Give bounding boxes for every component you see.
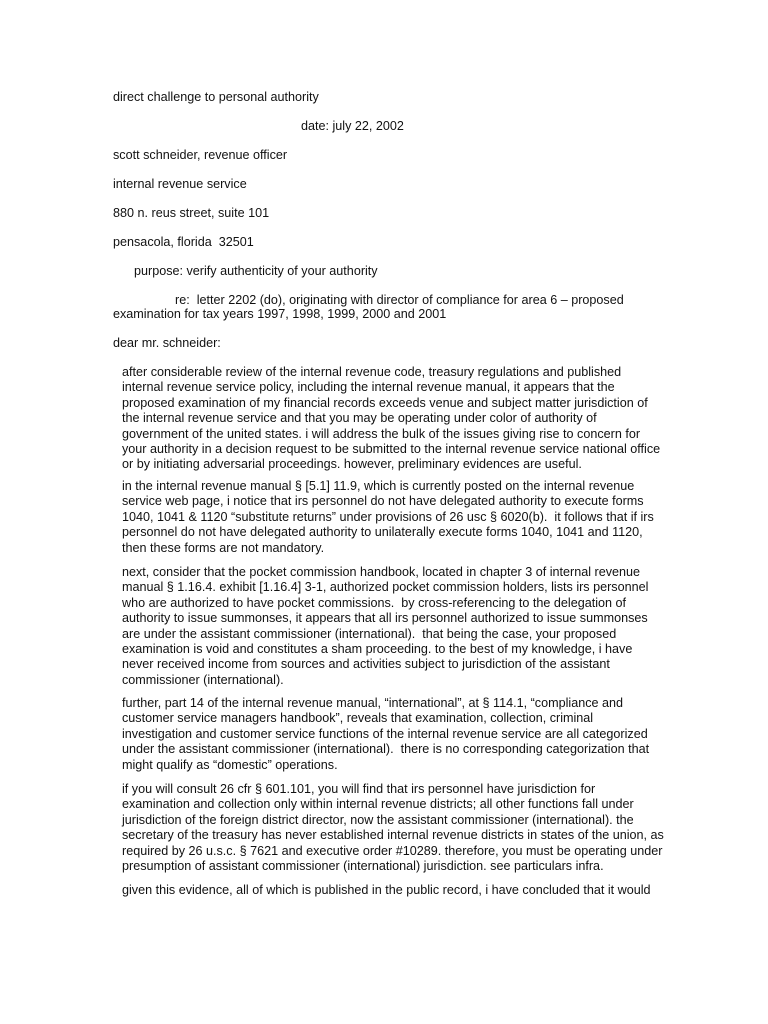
paragraph-1-line: proposed examination of my financial records exceeds venue and subject matter jurisdiction of [122, 395, 648, 410]
paragraph-3-line: never received income from sources and activities subject to jurisdiction of the assistant [122, 657, 610, 672]
letter-purpose: purpose: verify authenticity of your authority [134, 264, 378, 278]
paragraph-5 [113, 782, 664, 874]
paragraph-5-line: jurisdiction of the foreign district director, now the assistant commissioner (international). the [122, 812, 634, 827]
paragraph-4-line: under the assistant commissioner (international). there is no corresponding categorization that [122, 742, 650, 757]
paragraph-2 [113, 479, 653, 556]
paragraph-5-line: secretary of the treasury has never established internal revenue districts in states of the union, as [122, 828, 664, 843]
paragraph-2-line: then these forms are not mandatory. [122, 540, 325, 555]
paragraph-4-line: further, part 14 of the internal revenue manual, “international”, at § 114.1, “compliance and [122, 696, 624, 710]
paragraph-2-line: personnel do not have delegated authority to unilaterally execute forms 1040, 1041 and 1120, [122, 525, 643, 540]
paragraph-4 [113, 696, 653, 773]
paragraph-5-line: if you will consult 26 cfr § 601.101, you will find that irs personnel have jurisdiction for [122, 782, 596, 796]
paragraph-4-line: investigation and customer service functions of the internal revenue service are all categorized [122, 726, 648, 741]
letter-subject: direct challenge to personal authority [113, 90, 319, 104]
paragraph-1-line: government of the united states. i will address the bulk of the issues giving rise to concern for [122, 426, 641, 441]
paragraph-3-line: manual § 1.16.4. exhibit [1.16.4] 3-1, authorized pocket commission holders, lists irs personnel [122, 580, 649, 595]
salutation: dear mr. schneider: [113, 336, 221, 350]
paragraph-6 [113, 883, 653, 898]
paragraph-1-line: your authority in a decision request to be submitted to the internal revenue service national office [122, 442, 661, 457]
paragraph-2-line: 1040, 1041 & 1120 “substitute returns” under provisions of 26 usc § 6020(b). it follows that if irs [122, 509, 654, 524]
paragraph-2-line: in the internal revenue manual § [5.1] 11.9, which is currently posted on the internal revenue [122, 479, 635, 493]
paragraph-1 [113, 365, 661, 473]
paragraph-3 [113, 565, 653, 688]
re-line-2: examination for tax years 1997, 1998, 1999, 2000 and 2001 [113, 307, 447, 321]
recipient-street: 880 n. reus street, suite 101 [113, 206, 270, 220]
recipient-organization: internal revenue service [113, 177, 247, 191]
paragraph-5-line: presumption of assistant commissioner (international) jurisdiction. see particulars infra. [122, 859, 604, 874]
paragraph-3-line: examination is void and constitutes a sham proceeding. to the best of my knowledge, i have [122, 642, 633, 657]
paragraph-4-line: customer service managers handbook”, reveals that examination, collection, criminal [122, 711, 594, 726]
letter-date: date: july 22, 2002 [301, 119, 404, 133]
paragraph-5-line: required by 26 u.s.c. § 7621 and executive order #10289. therefore, you must be operating under [122, 843, 663, 858]
paragraph-4-line: might qualify as “domestic” operations. [122, 757, 338, 772]
paragraph-3-line: next, consider that the pocket commission handbook, located in chapter 3 of internal revenue [122, 565, 641, 579]
recipient-city: pensacola, florida 32501 [113, 235, 254, 249]
paragraph-1-line: internal revenue service policy, including the internal revenue manual, it appears that the [122, 380, 615, 395]
paragraph-1-line: the internal revenue service and that you may be operating under color of authority of [122, 411, 597, 426]
recipient-name: scott schneider, revenue officer [113, 148, 288, 162]
paragraph-1-line: or by initiating adversarial proceedings. however, preliminary evidences are useful. [122, 457, 582, 472]
paragraph-3-line: are under the assistant commissioner (international). that being the case, your proposed [122, 626, 617, 641]
paragraph-3-line: who are authorized to have pocket commissions. by cross-referencing to the delegation of [122, 595, 627, 610]
paragraph-6-line: given this evidence, all of which is published in the public record, i have concluded that it would [122, 883, 651, 897]
paragraph-1-line: after considerable review of the internal revenue code, treasury regulations and published [122, 365, 622, 379]
paragraph-3-line: authority to issue summonses, it appears that all irs personnel authorized to issue summonses [122, 611, 648, 626]
paragraph-3-line: commissioner (international). [122, 672, 284, 687]
paragraph-2-line: service web page, i notice that irs personnel do not have delegated authority to execute forms [122, 494, 644, 509]
re-line-1: re: letter 2202 (do), originating with director of compliance for area 6 – proposed [175, 293, 624, 307]
paragraph-5-line: examination and collection only within internal revenue districts; all other functions fall under [122, 797, 634, 812]
